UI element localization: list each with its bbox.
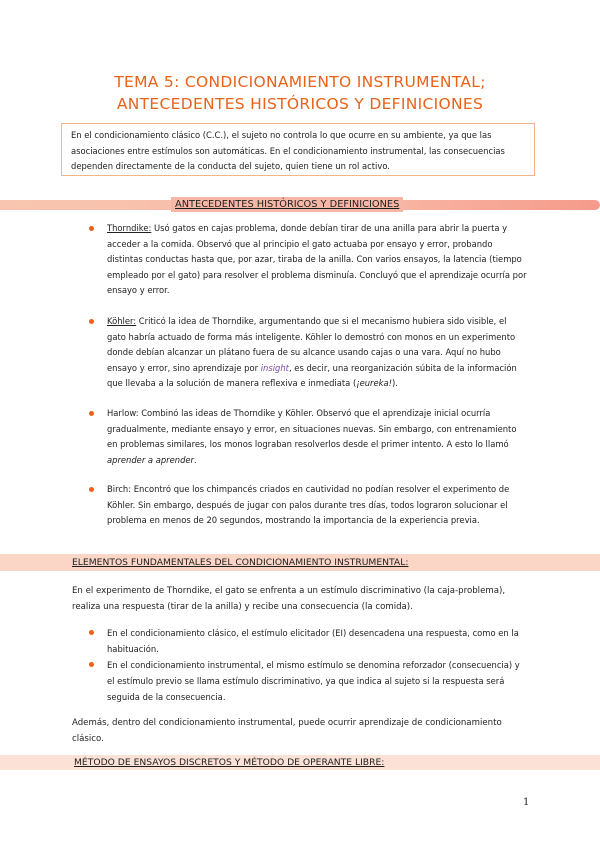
bullet-dot-icon [89, 226, 94, 231]
item-text: , es decir, una reorganización súbita de la información que llevaba a la solución de manera reflexiva e inmediata ( [107, 362, 517, 388]
list-item-thorndike [107, 221, 527, 299]
bullet-dot-icon [89, 487, 94, 492]
eureka-term: ¡eureka! [356, 378, 392, 388]
item-text: Usó gatos en cajas problema, donde debían tirar de una anilla para abrir la puerta y acceder a la comida. Observó que al principio el gato actuaba por ensayo y error, probando distintas conductas hasta que, por azar, tiraba de la anilla. Con varios ensayos, la latencia (tiempo empleado por el gato) para resolver el problema disminuía. Concluyó que el aprendizaje ocurría por ensayo y error. [107, 223, 527, 295]
insight-term: insight [260, 362, 289, 373]
item-text: Combinó las ideas de Thorndike y Köhler. Observó que el aprendizaje inicial ocurría gradualmente, mediante ensayo y error, en situaciones nuevas. Sin embargo, con entrenamiento en problemas similares, los monos lograban resolverlos desde el primer intento. A esto lo llamó [107, 408, 517, 449]
page-title-line-2: ANTECEDENTES HISTÓRICOS Y DEFINICIONES [116, 95, 484, 113]
list-item [107, 657, 527, 705]
bullet-dot-icon [89, 411, 94, 416]
author-name: Birch: [107, 484, 132, 494]
list-item-kohler [107, 314, 527, 392]
item-text: En el condicionamiento instrumental, el mismo estímulo se denomina reforzador (consecuencia) y el estímulo previo se llama estímulo discriminativo, ya que indica al sujeto si la respuesta será seguida de la consecuencia. [107, 660, 520, 702]
author-name: Thorndike: [107, 223, 152, 233]
list-item-harlow [107, 406, 527, 468]
section-heading-elementos: ELEMENTOS FUNDAMENTALES DEL CONDICIONAMIENTO INSTRUMENTAL: [72, 557, 409, 568]
page-number: 1 [523, 797, 530, 808]
paragraph-thorndike-experiment: En el experimento de Thorndike, el gato se enfrenta a un estímulo discriminativo (la caja-problema), realiza una respuesta (tirar de la anilla) y recibe una consecuencia (la comida). [72, 586, 506, 612]
item-text: Encontró que los chimpancés criados en cautividad no podían resolver el experimento de Köhler. Sin embargo, después de jugar con palos durante tres días, todos lograron solucionar el problema en menos de 20 segundos, mostrando la importancia de la experiencia previa. [107, 484, 510, 525]
section-heading-antecedentes: ANTECEDENTES HISTÓRICOS Y DEFINICIONES [171, 197, 403, 212]
list-item [107, 625, 527, 657]
italic-term: aprender a aprender [107, 454, 194, 465]
author-name: Harlow: [107, 408, 139, 418]
item-text: Criticó la idea de Thorndike, argumentando que si el mecanismo hubiera sido visible, el gato habría actuado de forma más inteligente. Köhler lo demostró con monos en un experimento donde debían alcanzar un plátano fuera de su alcance usando cajas o una vara. Aquí no hubo ensayo y error, sino aprendizaje por [107, 316, 516, 373]
paragraph-ademas: Además, dentro del condicionamiento instrumental, puede ocurrir aprendizaje de condicionamiento clásico. [72, 718, 502, 744]
section-heading-metodo: MÉTODO DE ENSAYOS DISCRETOS Y MÉTODO DE OPERANTE LIBRE: [74, 757, 385, 768]
item-text: . [194, 454, 197, 465]
bullet-list-conditioning [107, 625, 527, 705]
item-text: En el condicionamiento clásico, el estímulo elicitador (EI) desencadena una respuesta, como en la habituación. [107, 628, 519, 654]
page-title-line-1: TEMA 5: CONDICIONAMIENTO INSTRUMENTAL; [114, 73, 486, 91]
author-name: Köhler: [107, 316, 137, 326]
list-item-birch [107, 482, 527, 529]
bullet-dot-icon [89, 662, 94, 667]
bullet-dot-icon [89, 630, 94, 635]
intro-box: En el condicionamiento clásico (C.C.), el sujeto no controla lo que ocurre en su ambiente, ya que las asociaciones entre estímulos son automáticas. En el condicionamiento instrumental, las consecuencias dependen directamente de la conducta del sujeto, quien tiene un rol activo. [61, 123, 535, 176]
item-text: ). [392, 378, 398, 388]
bullet-dot-icon [89, 319, 94, 324]
